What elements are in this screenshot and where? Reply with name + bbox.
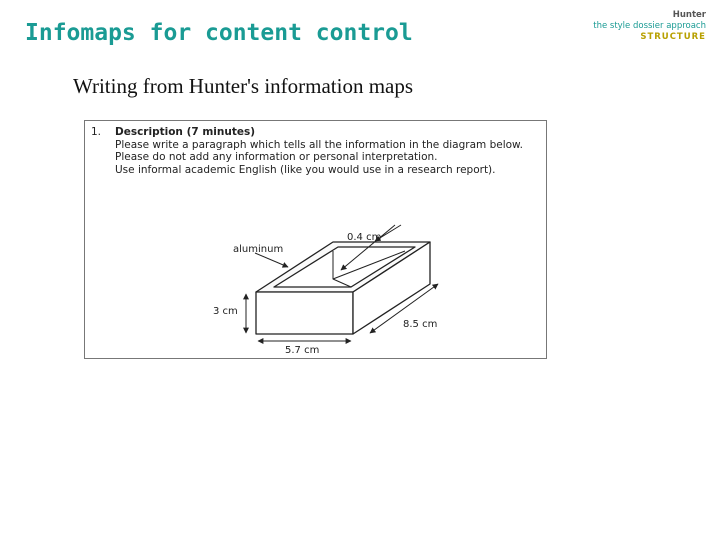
page-title: Infomaps for content control — [25, 20, 413, 46]
box-front-face — [256, 292, 353, 334]
brand-block — [593, 10, 706, 43]
brand-name: Hunter — [672, 10, 706, 20]
brand-tagline: the style dossier approach — [593, 21, 706, 31]
material-label: aluminum — [233, 244, 284, 255]
height-label: 3 cm — [213, 306, 238, 317]
aluminum-pointer — [255, 253, 288, 267]
thickness-label: 0.4 cm — [347, 232, 382, 243]
task-line: Please write a paragraph which tells all the information in the diagram below. — [115, 138, 524, 151]
task-number: 1. — [91, 126, 102, 138]
brand-section: STRUCTURE — [640, 32, 706, 42]
box-diagram — [85, 121, 547, 359]
page-subtitle: Writing from Hunter's information maps — [73, 74, 414, 98]
task-heading: Description (7 minutes) — [115, 126, 256, 138]
width-label: 5.7 cm — [285, 345, 320, 356]
task-line: Please do not add any information or personal interpretation. — [115, 151, 438, 163]
task-line: Use informal academic English (like you would use in a research report). — [115, 163, 496, 176]
depth-label: 8.5 cm — [403, 319, 438, 330]
task-figure — [84, 120, 547, 359]
